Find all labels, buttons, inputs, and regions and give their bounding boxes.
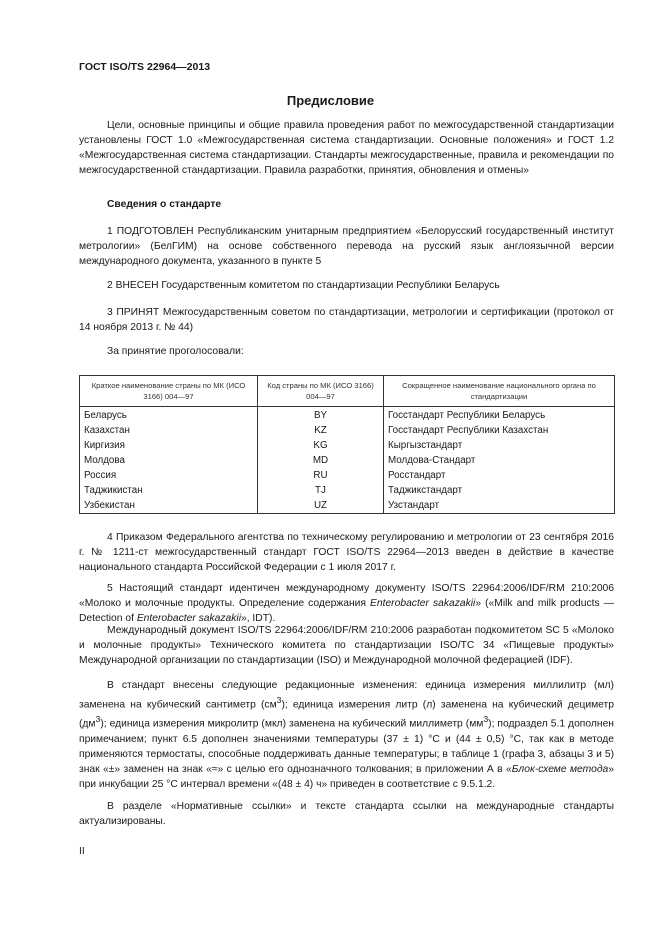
- changes-text: ); единица измерения литр (л) заменена на кубический дециметр (дм: [79, 699, 614, 730]
- superscript: 3: [276, 695, 282, 705]
- superscript: 3: [95, 714, 101, 725]
- item-1-paragraph: 1 ПОДГОТОВЛЕН Республиканским унитарным предприятием «Белорусский государственный институт метрологии» (БелГИМ) на основе собственного перевода на русский язык англоязычной версии международного документа, указанного в пункте 5: [79, 226, 614, 267]
- section-title: Сведения о стандарте: [107, 199, 222, 210]
- item-5-text: » («Milk and milk products — Detection of: [79, 598, 614, 624]
- table-row: [80, 438, 615, 453]
- country-name-cell: Казахстан: [80, 423, 258, 438]
- country-name-cell: Узбекистан: [80, 498, 258, 514]
- item-5-organism: Enterobacter sakazakii: [370, 598, 476, 609]
- item-5-text: 5 Настоящий стандарт идентичен международному документу ISO/TS 22964:2006/IDF/RM 210:2006 «Молоко и молочные продукты. Определение содержания: [79, 583, 614, 609]
- column-header-code: Код страны по МК (ИСО 3166) 004—97: [258, 376, 384, 407]
- country-name-cell: Беларусь: [80, 407, 258, 424]
- country-code-cell: UZ: [258, 498, 384, 514]
- item-4-paragraph: 4 Приказом Федерального агентства по техническому регулированию и метрологии от 23 сентября 2016 г. № 1211-ст межгосударственный стандарт ГОСТ ISO/TS 22964—2013 введен в действие в качестве национального стандарта Российской Федерации с 1 июля 2017 г.: [79, 532, 614, 573]
- item-5-text: », IDT).: [240, 613, 276, 624]
- country-code-cell: TJ: [258, 483, 384, 498]
- table-row: [80, 423, 615, 438]
- references-paragraph: В разделе «Нормативные ссылки» и тексте стандарта ссылки на международные стандарты актуализированы.: [79, 801, 614, 827]
- table-row: [80, 483, 615, 498]
- intro-paragraph: Цели, основные принципы и общие правила проведения работ по межгосударственной стандартизации установлены ГОСТ 1.0 «Межгосударственная система стандартизации. Основные положения» и ГОСТ 1.2 «Межгосударственная система стандартизации. Стандарты межгосударственные, правила и рекомендации по межгосударственной стандартизации. Правила разработки, принятия, обновления и отмены»: [79, 120, 614, 176]
- standards-body-cell: Кыргызстандарт: [384, 438, 615, 453]
- country-name-cell: Таджикистан: [80, 483, 258, 498]
- country-code-cell: BY: [258, 407, 384, 424]
- changes-paragraph: [79, 678, 614, 792]
- standards-body-cell: Узстандарт: [384, 498, 615, 514]
- column-header-country: Краткое наименование страны по МК (ИСО 3166) 004—97: [80, 376, 258, 407]
- page-title: Предисловие: [286, 93, 375, 108]
- country-name-cell: Россия: [80, 468, 258, 483]
- item-5-organism: Enterobacter sakazakii: [136, 613, 241, 624]
- item-3-paragraph: 3 ПРИНЯТ Межгосударственным советом по стандартизации, метрологии и сертификации (протокол от 14 ноября 2013 г. № 44): [79, 307, 614, 333]
- standards-body-cell: Молдова-Стандарт: [384, 453, 615, 468]
- table-header-row: [80, 376, 615, 407]
- country-code-cell: MD: [258, 453, 384, 468]
- changes-text: ); подраздел 5.1 дополнен примечанием; пункт 6.5 дополнен значениями температуры (37 ± 1) °С и (44 ± 0,5) °С, так как в методе применяются термостаты, способные поддерживать данные температуры; в таблице 1 (графа 3, абзацы 3 и 5) знак «±» заменен на знак «≈» с целью его однозначного толкования; в приложении А в «: [79, 718, 614, 775]
- item-5-paragraph: [79, 581, 614, 626]
- country-name-cell: Киргизия: [80, 438, 258, 453]
- standards-body-cell: Росстандарт: [384, 468, 615, 483]
- table-row: [80, 453, 615, 468]
- table-row: [80, 498, 615, 514]
- standards-body-cell: Госстандарт Республики Казахстан: [384, 423, 615, 438]
- item-2-paragraph: 2 ВНЕСЕН Государственным комитетом по стандартизации Республики Беларусь: [107, 280, 500, 291]
- changes-text: » при инкубации 25 °С интервал времени «(48 ± 4) ч» приведен в соответствие с 9.5.1.2.: [79, 763, 614, 790]
- document-header: ГОСТ ISO/TS 22964—2013: [79, 61, 211, 73]
- page-number: II: [79, 846, 85, 857]
- country-name-cell: Молдова: [80, 453, 258, 468]
- idf-paragraph: Международный документ ISO/TS 22964:2006/IDF/RM 210:2006 разработан подкомитетом SC 5 «Молоко и молочные продукты» Технического комитета по стандартизации ISO/TC 34 «Пищевые продукты» Международной организации по стандартизации (ISO) и Международной молочной федерацией (IDF).: [79, 625, 614, 666]
- column-header-body: Сокращенное наименование национального органа по стандартизации: [384, 376, 615, 407]
- superscript: 3: [483, 714, 489, 725]
- changes-text: ); единица измерения микролитр (мкл) заменена на кубический миллиметр (мм: [100, 718, 484, 730]
- changes-text: В стандарт внесены следующие редакционные изменения: единица измерения миллилитр (мл) заменена на кубический сантиметр (см: [79, 680, 614, 711]
- table-row: [80, 468, 615, 483]
- member-countries-table: [79, 375, 615, 514]
- table-row: [80, 407, 615, 424]
- country-code-cell: RU: [258, 468, 384, 483]
- changes-italic: Блок-схеме метода: [511, 763, 609, 775]
- country-code-cell: KZ: [258, 423, 384, 438]
- standards-body-cell: Таджикстандарт: [384, 483, 615, 498]
- vote-label: За принятие проголосовали:: [107, 346, 244, 357]
- standards-body-cell: Госстандарт Республики Беларусь: [384, 407, 615, 424]
- country-code-cell: KG: [258, 438, 384, 453]
